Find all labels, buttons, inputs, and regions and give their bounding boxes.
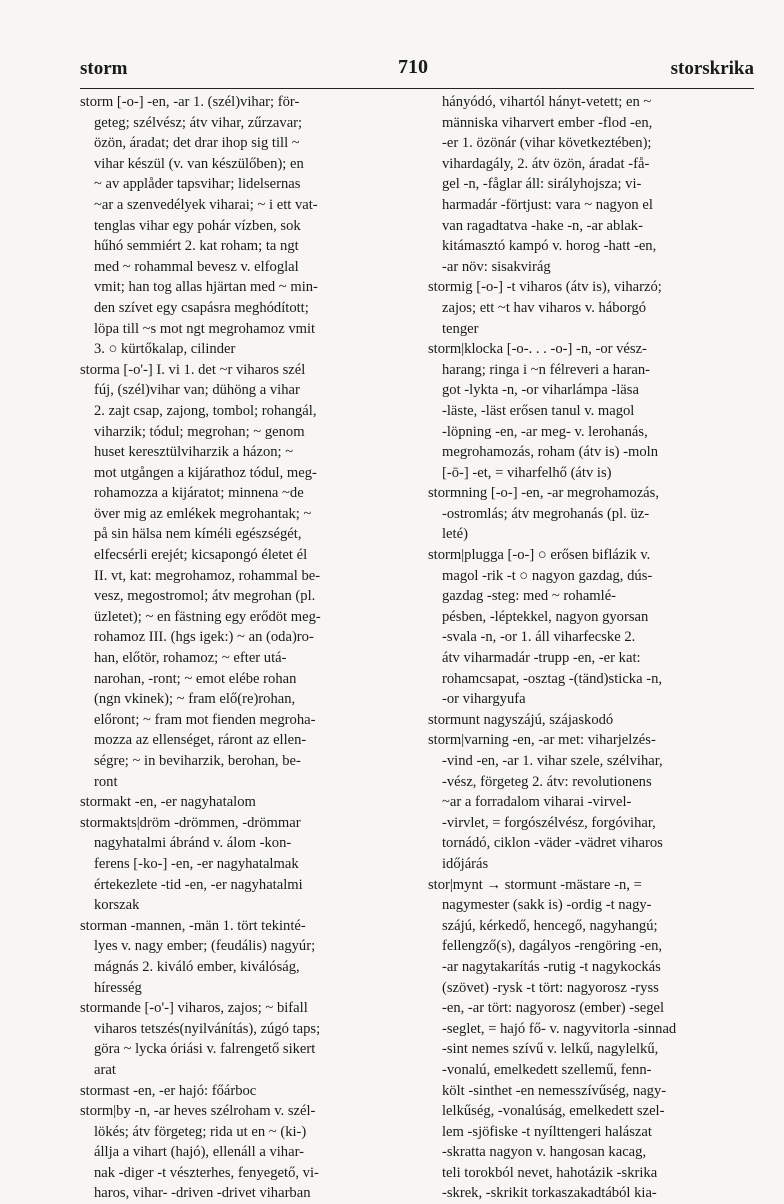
entry-line: stormande [-o'-] viharos, zajos; ~ bifall — [80, 1000, 308, 1017]
entry-line: nak -diger -t vészterhes, fenyegető, vi- — [94, 1164, 319, 1181]
entry-line: ~ar a szenvedélyek viharai; ~ i ett vat- — [94, 196, 318, 213]
entry-line: viharzik; tódul; megrohan; ~ genom — [94, 423, 305, 440]
entry-line: den szívet egy csapásra meghódított; — [94, 299, 309, 316]
entry-line: -löpning -en, -ar meg- v. lerohanás, — [442, 423, 648, 440]
entry-line: harang; ringa i ~n félreveri a haran- — [442, 361, 651, 378]
entry-line: teli torokból nevet, hahotázik -skrika — [442, 1164, 658, 1181]
entry-line: vesz, megostromol; átv megrohan (pl. — [94, 588, 316, 605]
entry-line: -ostromlás; átv megrohanás (pl. üz- — [442, 505, 650, 522]
entry-line: ségre; ~ in beviharzik, berohan, be- — [94, 753, 301, 769]
entry-line: vihar készül (v. van készülőben); en — [94, 155, 304, 172]
entry-line: lökés; átv förgeteg; rida ut en ~ (ki-) — [94, 1123, 307, 1140]
entry-line: fúj, (szél)vihar van; dühöng a vihar — [94, 382, 300, 399]
entry-line: ~ av applåder tapsvihar; lidelsernas — [94, 176, 301, 193]
entry-line: elfecsérli erejét; kicsapongó életet él — [94, 547, 308, 564]
entry-line: előront; ~ fram mot fienden megroha- — [94, 711, 316, 728]
entry-line: kitámasztó kampó v. horog -hatt -en, — [442, 238, 657, 255]
header-first-word: storm — [80, 58, 128, 79]
entry-line: -or vihargyufa — [442, 691, 526, 708]
entry-line: (szövet) -rysk -t tört: nagyorosz -ryss — [442, 979, 659, 996]
entry-line: mozza az ellenséget, ráront az ellen- — [94, 732, 307, 749]
entry-line: fellengző(s), dagályos -rengöring -en, — [442, 938, 663, 955]
header-last-word: storskrika — [670, 58, 754, 79]
entry-line: arat — [94, 1061, 116, 1078]
entry-line: -vonalú, emelkedett szellemű, fenn- — [442, 1061, 652, 1078]
entry-line: -vind -en, -ar 1. vihar szele, szélvihar, — [442, 753, 663, 769]
entry-line: got -lykta -n, -or viharlámpa -läsa — [442, 382, 639, 399]
entry-line: storman -mannen, -män 1. tört tekinté- — [80, 917, 306, 934]
entry-line: 2. zajt csap, zajong, tombol; rohangál, — [94, 402, 317, 419]
entry-line: leté) — [442, 526, 468, 543]
entry-line: -er 1. özönár (vihar következtében); — [442, 135, 652, 152]
entry-line: vmit; han tog allas hjärtan med ~ min- — [94, 279, 318, 296]
entry-line: hűhó semmiért 2. kat roham; ta ngt — [94, 238, 299, 255]
entry-line: van ragadtatva -hake -n, -ar ablak- — [442, 217, 643, 234]
entry-line: på sin hälsa nem kíméli egészségét, — [94, 526, 302, 543]
entry-line: korszak — [94, 897, 140, 914]
entry-line: költ -sinthet -en nemesszívűség, nagy- — [442, 1082, 667, 1099]
entry-line: -ar nagytakarítás -rutig -t nagykockás — [442, 958, 661, 975]
entry-line: -ar növ: sisakvirág — [442, 258, 551, 275]
entry-line: ferens [-ko-] -en, -er nagyhatalmak — [94, 855, 299, 872]
entry-line: löpa till ~s mot ngt megrohamoz vmit — [94, 320, 316, 337]
entry-line: II. vt, kat: megrohamoz, rohammal be- — [94, 567, 321, 584]
entry-line: gel -n, -fåglar áll: sirályhojsza; vi- — [442, 176, 642, 193]
entry-line: storm|plugga [-o-] ○ erősen biflázik v. — [428, 547, 651, 564]
entry-line: storm|varning -en, -ar met: viharjelzés- — [428, 732, 656, 749]
entry-line: stormning [-o-] -en, -ar megrohamozás, — [428, 485, 659, 502]
entry-line: özön, áradat; det drar ihop sig till ~ — [94, 135, 300, 152]
entry-line: szájú, kérkedő, hencegő, nagyhangú; — [442, 917, 658, 934]
entry-line: -virvlet, = forgószélvész, forgóvihar, — [442, 814, 656, 831]
entry-line: magol -rik -t ○ nagyon gazdag, dús- — [442, 567, 653, 584]
entry-line: híresség — [94, 979, 142, 996]
entry-line: ~ar a forradalom viharai -virvel- — [442, 794, 632, 811]
entry-line: 3. ○ kürtőkalap, cilinder — [94, 341, 236, 358]
entry-line: viharos tetszés(nyilvánítás), zúgó taps; — [94, 1020, 321, 1037]
entry-line: ront — [94, 773, 118, 790]
entry-line: -skratta nagyon v. hangosan kacag, — [442, 1144, 647, 1161]
entry-line: zajos; ett ~t hav viharos v. háborgó — [442, 299, 647, 316]
page-header — [80, 58, 754, 86]
entry-line: értekezlete -tid -en, -er nagyhatalmi — [94, 876, 303, 893]
entry-line: storma [-o'-] I. vi 1. det ~r viharos szél — [80, 361, 306, 378]
entry-line: hányódó, vihartól hányt-vetett; en ~ — [442, 94, 652, 110]
entry-line: haros, vihar- -driven -drivet viharban — [94, 1185, 311, 1202]
entry-line: időjárás — [442, 855, 489, 872]
entry-line: tenglas vihar egy pohár vízben, sok — [94, 217, 301, 234]
entry-line: gazdag -steg: med ~ rohamlé- — [442, 588, 617, 605]
entry-line: [-ō-] -et, = viharfelhő (átv is) — [442, 464, 612, 481]
entry-line: -skrek, -skrikit torkaszakadtából kia- — [442, 1185, 657, 1202]
entry-line: -vész, förgeteg 2. átv: revolutionens — [442, 773, 652, 790]
entry-line: tornádó, ciklon -väder -vädret viharos — [442, 835, 663, 852]
left-column — [80, 92, 410, 1202]
header-rule — [80, 88, 754, 89]
entry-line: stormast -en, -er hajó: főárboc — [80, 1082, 257, 1099]
entry-line: -svala -n, -or 1. áll viharfecske 2. — [442, 629, 636, 646]
entry-line: (ngn vkinek); ~ fram elő(re)rohan, — [94, 691, 296, 708]
entry-line: stormig [-o-] -t viharos (átv is), viharzó; — [428, 279, 662, 296]
entry-line: vihardagály, 2. átv özön, áradat -få- — [442, 155, 650, 172]
entry-line: pésben, -léptekkel, nagyon gyorsan — [442, 608, 649, 625]
entry-line: stormakt -en, -er nagyhatalom — [80, 794, 256, 811]
entry-line: huset keresztülviharzik a házon; ~ — [94, 444, 294, 461]
entry-line: lyes v. nagy ember; (feudális) nagyúr; — [94, 938, 316, 955]
entry-line: mágnás 2. kiváló ember, kiválóság, — [94, 958, 300, 975]
entry-line: rohamoz III. (hgs igek:) ~ an (oda)ro- — [94, 629, 314, 646]
entry-line: tenger — [442, 320, 479, 337]
entry-line: göra ~ lycka óriási v. falrengető sikert — [94, 1041, 316, 1058]
entry-line: han, előtör, rohamoz; ~ efter utá- — [94, 650, 287, 667]
entry-line: átv viharmadár -trupp -en, -er kat: — [442, 650, 641, 667]
entry-line: nagymester (sakk is) -ordig -t nagy- — [442, 897, 652, 914]
entry-line: üzletet); ~ en fästning egy erődöt meg- — [94, 608, 321, 625]
entry-line: storm [-o-] -en, -ar 1. (szél)vihar; för- — [80, 94, 300, 110]
entry-line: -seglet, = hajó fő- v. nagyvitorla -sinnad — [442, 1020, 677, 1037]
entry-line: megrohamozás, roham (átv is) -moln — [442, 444, 659, 461]
entry-line: mot utgången a kijárathoz tódul, meg- — [94, 464, 317, 481]
right-column — [428, 92, 755, 1202]
entry-line: geteg; szélvész; átv vihar, zűrzavar; — [94, 114, 303, 131]
entry-line: lem -sjöfiske -t nyílttengeri halászat — [442, 1123, 652, 1140]
entry-line: -sint nemes szívű v. lelkű, nagylelkű, — [442, 1041, 659, 1058]
entry-line: människa viharvert ember -flod -en, — [442, 114, 653, 131]
entry-line: lelkűség, -vonalúság, emelkedett szel- — [442, 1103, 665, 1120]
entry-line: állja a vihart (hajó), ellenáll a vihar- — [94, 1144, 304, 1161]
entry-line: storm|by -n, -ar heves szélroham v. szél- — [80, 1103, 316, 1120]
entry-line: stormakts|dröm -drömmen, -drömmar — [80, 814, 301, 831]
entry-line: harmadár -förtjust: vara ~ nagyon el — [442, 196, 653, 213]
entry-line: rohamcsapat, -osztag -(tänd)sticka -n, — [442, 670, 663, 687]
entry-line: stor|mynt → stormunt -mästare -n, = — [428, 876, 642, 893]
entry-line: storm|klocka [-o-. . . -o-] -n, -or vész- — [428, 341, 647, 358]
entry-line: stormunt nagyszájú, szájaskodó — [428, 711, 614, 728]
entry-line: narohan, -ront; ~ emot elébe rohan — [94, 670, 297, 687]
entry-line: över mig az emlékek megrohantak; ~ — [94, 505, 312, 522]
entry-line: -en, -ar tört: nagyorosz (ember) -segel — [442, 1000, 665, 1017]
entry-line: med ~ rohammal bevesz v. elfoglal — [94, 258, 299, 275]
entry-line: -läste, -läst erősen tanul v. magol — [442, 402, 635, 419]
entry-line: rohamozza a kijáratot; minnena ~de — [94, 485, 304, 502]
entry-line: nagyhatalmi ábránd v. álom -kon- — [94, 835, 292, 852]
page-number: 710 — [398, 56, 428, 78]
